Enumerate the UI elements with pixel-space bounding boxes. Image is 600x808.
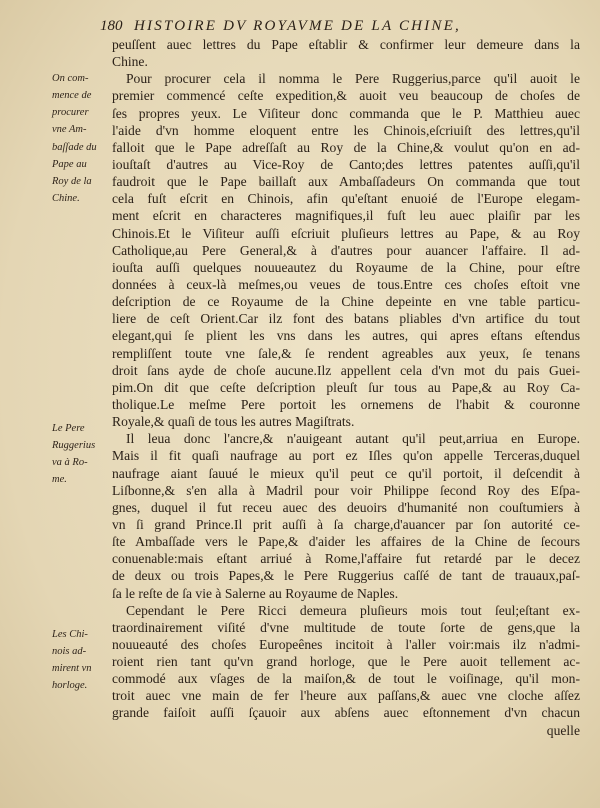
text-line: Mais il fit quaſi naufrage au port ez Iſles qu'on appelle Terceras,duquel (112, 448, 580, 464)
margin-note-horloge (52, 626, 110, 695)
margin-note-line: Les Chi- (52, 629, 88, 640)
margin-note-line: On com- (52, 73, 89, 84)
text-line: Cependant le Pere Ricci demeura pluſieurs mois tout ſeul;eſtant ex- (126, 602, 580, 618)
text-line: vn ſi grand Prince.Il prit auſſi à ſa charge,d'auancer par ſon autorité ce- (112, 516, 580, 532)
text-line: conuenable:mais eſtant arriué à Rome,l'affaire fut retardé par le decez (112, 551, 580, 567)
text-line: gnes, duquel il fut receu auec des deuoirs d'humanité non couſtumiers à (112, 499, 580, 515)
text-line: rempliſſent toute vne ſale,& ſe rendent agreables aux yeux, ſe tenans (112, 345, 580, 361)
text-line: commodé aux vſages de la maiſon,& de tout le voiſinage, qu'il mon- (112, 671, 580, 687)
page-number: 180 (100, 18, 123, 34)
margin-note-line: mirent vn (52, 663, 92, 675)
text-line: Liſbonne,& s'en alla à Madril pour voir Philippe ſecond Roy des Eſpa- (112, 482, 580, 498)
text-line: Il leua donc l'ancre,& n'auigeant autant qu'il peut,arriua en Europe. (126, 431, 580, 447)
text-line: quelle (546, 722, 580, 738)
text-line: droit ſans ayde de choſe aucune.Ilz appellent cela d'vn mot du pais Guei- (112, 362, 580, 378)
text-line: elegant,qui ſe plient les vns dans les autres, qui apres eſtans eſtendus (112, 328, 580, 344)
text-line: traordinairement viſité d'vne multitude de toute ſorte de gens,que la (112, 619, 580, 635)
text-line: troit auec vne main de fer l'heure aux paſſans,& auec vne cloche aſſez (112, 688, 580, 704)
text-line: iouſta auſſi quelques nouueautez du Royaume de la Chine, pour eſtre (112, 259, 580, 275)
margin-note-line: Chine. (52, 193, 80, 205)
margin-note-line: me. (52, 474, 67, 486)
running-title: HISTOIRE DV ROYAVME DE LA CHINE, (134, 18, 461, 34)
margin-note-line: vne Am- (52, 124, 87, 136)
text-line: Chine. (112, 54, 148, 70)
text-line: naufrage aiant ſauué le mieux qu'il peut ce qu'il portoit, il deſcendit à (112, 465, 580, 481)
margin-note-ambassade (52, 70, 110, 207)
text-line: données à ceux-là meſmes,ou veues de tous.Entre ces choſes eſtoit vne (112, 276, 580, 292)
margin-note-line: nois ad- (52, 646, 87, 658)
margin-note-line: baſſade du (52, 141, 97, 153)
text-line: cela fuſt eſcrit en Chinois, afin qu'eſtant enuoié de l'Europe elegam- (112, 191, 580, 207)
margin-note-line: Pape au (52, 158, 87, 170)
text-line: Royale,& quaſi de tous les autres Magiſtrats. (112, 414, 355, 430)
body-text (112, 36, 580, 739)
margin-note-line: Ruggerius (52, 440, 96, 452)
margin-note-line: va à Ro- (52, 457, 88, 469)
text-line: grande faiſoit auſſi ſçauoir aux abſens auec eſtonnement d'vn chacun (112, 705, 580, 721)
text-line: l'aide d'vn homme eloquent entre les Chinois,eſcriuiſt des lettres,qu'il (112, 122, 580, 138)
margin-note-line: procurer (52, 107, 89, 119)
text-line: ſte Ambaſſade vers le Pape,& d'aider les affaires de la Chine de ſecours (112, 534, 580, 550)
text-line: Catholique,au Pere General,& à d'autres pour auancer l'affaire. Il ad- (112, 242, 580, 258)
margin-note-ruggerius (52, 420, 110, 489)
text-line: de deux ou trois Papes,& le Pere Ruggerius caſſé de tant de trauaux,paſ- (112, 568, 580, 584)
text-line: iouſtaſt d'autres au Vice-Roy de Canto;des lettres patentes auſſi,qu'il (112, 156, 580, 172)
text-line: ſa le reſte de ſa vie à Salerne au Royaume de Naples. (112, 585, 399, 601)
text-line: falloit que le Pape adreſſaſt au Roy de la Chine,& voulut qu'on en ad- (112, 139, 580, 155)
text-line: Chinois.Et le Viſiteur auſſi eſcriuit pluſieurs lettres au Pape, & au Roy (112, 225, 580, 241)
running-header (100, 18, 580, 35)
text-line: premier commencé ceſte expedition,& auoit veu beaucoup de choſes de (112, 88, 580, 104)
text-line: faudroit que le Pape baillaſt aux Ambaſſadeurs On commanda que tout (112, 174, 580, 190)
margin-note-line: mence de (52, 90, 92, 102)
text-line: roient rien tant qu'vn grand horloge, que le Pere auoit tellement ac- (112, 654, 580, 670)
margin-note-line: Le Pere (52, 423, 85, 434)
text-line: peuſſent auec lettres du Pape eſtablir & confirmer leur demeure dans la (112, 37, 580, 52)
text-line: liere de ceſt Orient.Car ilz font des batans pliables d'vn artifice du tout (112, 311, 580, 327)
text-line: deſcription de ce Royaume de la Chine depeinte en vne table particu- (112, 294, 580, 310)
text-line: Pour procurer cela il nomma le Pere Ruggerius,parce qu'il auoit le (126, 71, 580, 87)
text-line: ment eſcrit en characteres magnifiques,il fuſt leu auec plaiſir par les (112, 208, 580, 224)
text-line: nouueauté des choſes Europeênes incitoit à l'aller voir:mais ilz n'admi- (112, 636, 580, 652)
text-line: ſes propres yeux. Le Viſiteur donc commanda que le P. Matthieu auec (112, 105, 580, 121)
margin-note-line: Roy de la (52, 175, 92, 187)
text-line: tholique.Le meſme Pere portoit les ornemens de l'habit & couronne (112, 396, 580, 412)
margin-note-line: horloge. (52, 680, 88, 692)
text-line: pim.On dit que ceſte deſcription pleuſt ſur tous au Pape,& au Roy Ca- (112, 379, 580, 395)
